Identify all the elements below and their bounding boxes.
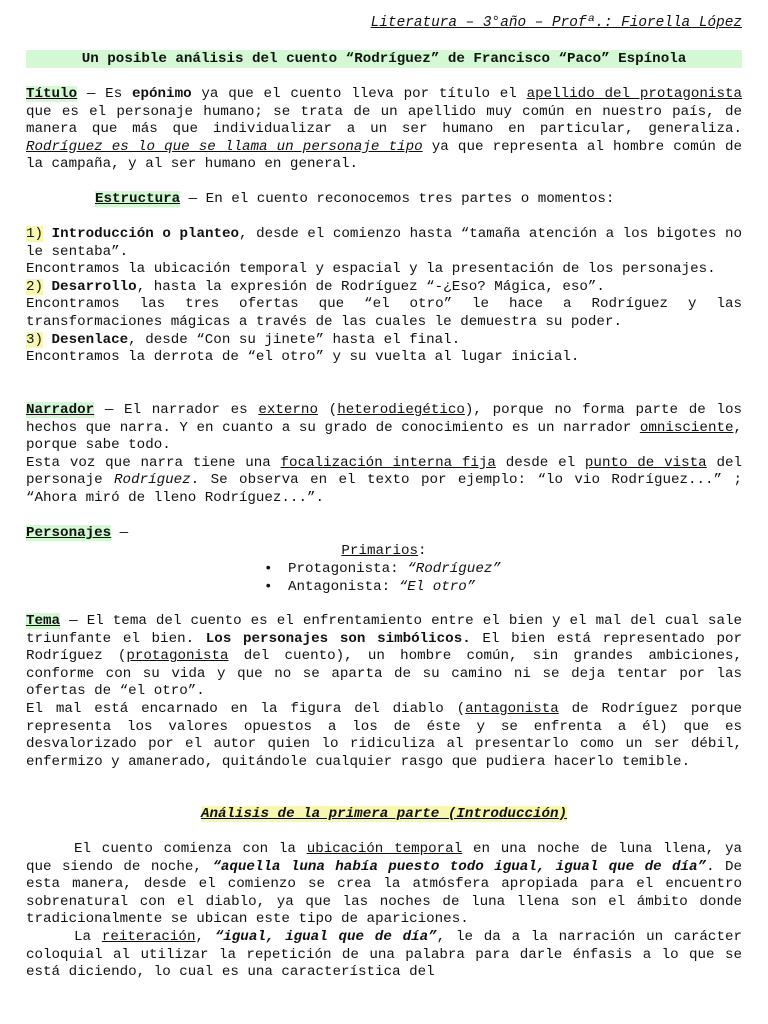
punto-de-vista-term: punto de vista <box>584 454 707 471</box>
text: — El tema del cuento es el enfrentamiento entre el bien y el mal del cual sale triunfante el bien. <box>26 613 742 647</box>
primarios-heading <box>26 543 742 561</box>
text: , desde el comienzo hasta “tamaña atención a los bigotes no le sentaba”. <box>26 226 742 260</box>
analisis-title: Análisis de la primera parte (Introducción) <box>200 806 568 822</box>
focalizacion-term: focalización interna fija <box>280 454 496 471</box>
parte-3-desc: Encontramos la derrota de “el otro” y su vuelta al lugar inicial. <box>26 349 580 366</box>
text: . Se observa en el texto por ejemplo: “lo vio Rodríguez...” ; “Ahora miró de lleno Rodríguez...”. <box>26 472 742 506</box>
parte-1-desc: Encontramos la ubicación temporal y espacial y la presentación de los personajes. <box>26 261 716 278</box>
protagonista-value: “Rodríguez” <box>407 561 501 577</box>
bullet-icon: • <box>264 578 273 595</box>
text: , desde “Con su jinete” hasta el final. <box>128 331 461 348</box>
parte-number: 2) <box>26 278 44 295</box>
tipo-term: Rodríguez es lo que se llama un personaje tipo <box>26 138 423 155</box>
parte-title: Desenlace <box>51 331 129 348</box>
analisis-section <box>26 841 742 982</box>
narrador-section <box>26 402 742 508</box>
text: — Es <box>77 86 132 102</box>
analisis-paragraph-2 <box>26 929 742 982</box>
parte-2-desc: Encontramos las tres ofertas que “el otro” le hace a Rodríguez y las transformaciones mágicas a través de las cuales le demuestra su poder. <box>26 296 742 330</box>
text: La <box>74 928 102 945</box>
parte-2 <box>26 279 742 297</box>
text: en una noche de luna llena, ya que siendo de noche, <box>26 841 742 875</box>
text: del personaje <box>26 454 743 489</box>
personajes-heading <box>26 525 742 543</box>
antagonista-value: “El otro” <box>398 578 476 595</box>
reiteracion-term: reiteración <box>101 928 196 945</box>
parte-number: 1) <box>26 226 44 242</box>
document-title: Un posible análisis del cuento “Rodríguez” de Francisco “Paco” Espínola <box>26 50 742 68</box>
text: ( <box>317 402 338 418</box>
parte-3 <box>26 332 742 350</box>
text: del cuento), un hombre común, sin grandes ambiciones, conforme con su vida y que no se aparta de su camino ni se deja tentar por las ofertas de “el otro”. <box>26 648 743 700</box>
titulo-label: Título <box>26 86 78 102</box>
text: que es el personaje humano; se trata de un apellido muy común en nuestro país, de manera que más que individualizar a un ser humano en particular, generaliza. <box>26 103 742 138</box>
ubicacion-term: ubicación temporal <box>306 841 463 857</box>
analisis-heading <box>26 806 742 824</box>
personajes-label: Personajes <box>26 525 112 541</box>
text: El mal está encarnado en la figura del diablo ( <box>26 700 466 717</box>
tema-label: Tema <box>26 613 61 629</box>
analisis-paragraph-1 <box>26 841 742 929</box>
tema-mal-paragraph <box>26 701 742 771</box>
heterodiegetico-term: heterodiegético <box>337 402 465 418</box>
text: : <box>418 543 427 559</box>
text: ya que el cuento lleva por título el <box>191 86 527 102</box>
apellido-term: apellido del protagonista <box>526 86 742 102</box>
text: , hasta la expresión de Rodríguez “-¿Eso? Mágica, eso”. <box>136 278 605 295</box>
text: El bien está representado por Rodríguez ( <box>26 630 743 665</box>
text: ya que representa al hombre común de la campaña, y al ser humano en general. <box>26 138 742 173</box>
text: — El narrador es <box>94 402 259 418</box>
list-item <box>264 579 564 597</box>
antagonista-term: antagonista <box>465 700 559 717</box>
text: Protagonista: <box>288 561 408 577</box>
parte-title: Desarrollo <box>51 278 137 295</box>
narrador-focalizacion <box>26 455 742 508</box>
titulo-paragraph <box>26 86 742 174</box>
tema-paragraph <box>26 613 742 701</box>
tema-section <box>26 613 742 771</box>
partes-list <box>26 226 742 367</box>
text: — <box>111 525 129 541</box>
text: , le da a la narración un carácter coloquial al utilizar la repetición de una palabra para darle énfasis a lo que se está diciendo, lo cual es una característica del <box>26 928 742 981</box>
externo-term: externo <box>258 402 318 418</box>
text: . De esta manera, desde el comienzo se crea la atmósfera apropiada para el encuentro sobrenatural con el diablo, ya que las noches de luna llena son el ámbito donde tradicionalmente se ubican este tipo de apariciones. <box>26 858 743 928</box>
narrador-label: Narrador <box>26 402 95 418</box>
text: El cuento comienza con la <box>74 841 307 857</box>
quote: “aquella luna había puesto todo igual, igual que de día” <box>212 858 707 875</box>
estructura-paragraph <box>26 191 742 209</box>
text: — En el cuento reconocemos tres partes o momentos: <box>180 191 615 207</box>
text: Antagonista: <box>288 578 399 595</box>
omnisciente-term: omnisciente <box>639 419 734 436</box>
text: ), porque no forma parte de los hechos que narra. Y en cuanto a su grado de conocimiento es un narrador <box>26 402 743 436</box>
text: , <box>195 928 215 945</box>
rodriguez-name: Rodríguez <box>114 472 191 489</box>
narrador-paragraph <box>26 402 742 455</box>
eponimo-term: epónimo <box>132 86 192 102</box>
parte-1 <box>26 226 742 261</box>
quote: “igual, igual que de día” <box>214 928 437 945</box>
parte-title: Introducción o planteo <box>51 226 240 242</box>
protagonista-term: protagonista <box>126 648 229 665</box>
text: de Rodríguez porque representa los valores opuestos a los de éste y se enfrenta a él) que es desvalorizado por el autor quien lo ridiculiza al presentarlo como un ser débil, enfermizo y amanerado, quitándole cualquier rasgo que pudiera hacerlo temible. <box>26 700 743 770</box>
bullet-icon: • <box>264 561 273 577</box>
document-header: Literatura – 3°año – Profª.: Fiorella López <box>370 15 742 31</box>
list-item <box>264 561 564 579</box>
simbolicos-phrase: Los personajes son simbólicos. <box>205 630 471 647</box>
estructura-label: Estructura <box>95 191 181 207</box>
parte-number: 3) <box>26 331 44 348</box>
personajes-list <box>264 561 564 596</box>
text: Esta voz que narra tiene una <box>26 454 281 471</box>
text: desde el <box>495 454 585 471</box>
text: , porque sabe todo. <box>26 419 742 454</box>
primarios-label: Primarios <box>341 543 419 559</box>
